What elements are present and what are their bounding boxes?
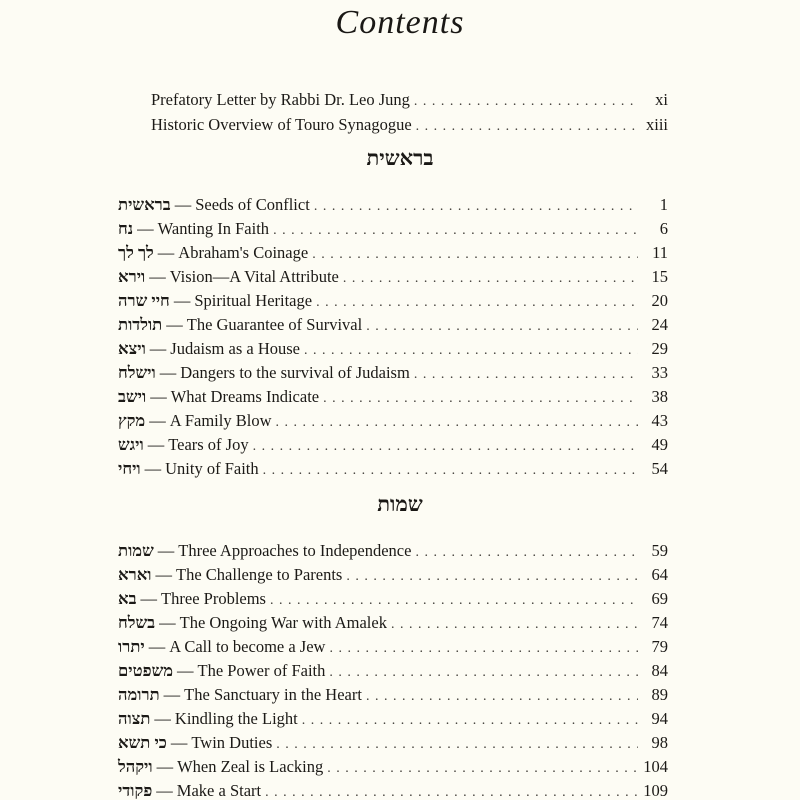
entry-title: Vision—A Vital Attribute [169, 267, 339, 286]
dot-leader [314, 196, 638, 218]
dot-leader [275, 412, 638, 434]
dot-leader [366, 316, 638, 338]
dot-leader [273, 220, 638, 242]
entry-title: The Sanctuary in the Heart [184, 685, 362, 704]
entry-hebrew: חיי שרה [118, 291, 170, 310]
entry-hebrew: פקודי [118, 781, 153, 800]
entry-hebrew: ויצא [118, 339, 146, 358]
entry-title: The Guarantee of Survival [186, 315, 363, 334]
toc-entry[interactable]: תרומה — The Sanctuary in the Heart . . . 89 [118, 684, 668, 708]
dot-leader [253, 436, 638, 458]
entry-title: Judaism as a House [170, 339, 300, 358]
entry-hebrew: תרומה [118, 685, 160, 704]
toc-entry[interactable]: ויקהל — When Zeal is Lacking . . . 104 [118, 756, 668, 780]
toc-entry[interactable]: לך לך — Abraham's Coinage . . . 11 [118, 242, 668, 266]
dot-leader [415, 542, 638, 564]
dot-leader [304, 340, 638, 362]
page-number: 24 [651, 315, 668, 334]
dot-leader [263, 460, 638, 482]
page-number: 69 [651, 589, 668, 608]
entry-hebrew: ויגש [118, 435, 144, 454]
dot-leader [323, 388, 638, 410]
entry-title: Abraham's Coinage [178, 243, 309, 262]
toc-entry[interactable]: ויחי — Unity of Faith . . . 54 [118, 458, 668, 482]
page-number: xiii [645, 115, 668, 134]
page-number: 15 [651, 267, 668, 286]
entry-hebrew: יתרו [118, 637, 145, 656]
entry-label: Historic Overview of Touro Synagogue [151, 115, 412, 134]
entry-title: Three Approaches to Independence [178, 541, 412, 560]
section-bereshit-list [118, 194, 668, 482]
page-number: 38 [651, 387, 668, 406]
entry-title: The Ongoing War with Amalek [179, 613, 387, 632]
entry-title: Kindling the Light [174, 709, 298, 728]
toc-entry[interactable]: בא — Three Problems . . . 69 [118, 588, 668, 612]
page-number: 20 [651, 291, 668, 310]
entry-title: Wanting In Faith [157, 219, 270, 238]
entry-hebrew: תצוה [118, 709, 151, 728]
toc-entry[interactable]: בשלח — The Ongoing War with Amalek . . . 74 [118, 612, 668, 636]
page-number: xi [655, 90, 668, 109]
dot-leader [366, 686, 638, 708]
toc-entry[interactable]: וישלח — Dangers to the survival of Judaism . . . 33 [118, 362, 668, 386]
dot-leader [391, 614, 638, 636]
toc-entry[interactable]: תצוה — Kindling the Light . . . 94 [118, 708, 668, 732]
page-number: 79 [651, 637, 668, 656]
entry-hebrew: תולדות [118, 315, 163, 334]
toc-entry[interactable]: נח — Wanting In Faith . . . 6 [118, 218, 668, 242]
toc-entry[interactable]: חיי שרה — Spiritual Heritage . . . 20 [118, 290, 668, 314]
page-number: 98 [651, 733, 668, 752]
dot-leader [270, 590, 638, 612]
page-number: 64 [651, 565, 668, 584]
entry-title: Unity of Faith [165, 459, 259, 478]
entry-hebrew: מקץ [118, 411, 146, 430]
page-number: 94 [651, 709, 668, 728]
entry-title: Twin Duties [191, 733, 273, 752]
dot-leader [416, 115, 638, 138]
entry-hebrew: וישלח [118, 363, 156, 382]
entry-title: Make a Start [176, 781, 262, 800]
entry-title: What Dreams Indicate [170, 387, 320, 406]
toc-entry[interactable]: וירא — Vision—A Vital Attribute . . . 15 [118, 266, 668, 290]
entry-hebrew: בא [118, 589, 137, 608]
toc-entry[interactable]: תולדות — The Guarantee of Survival . . . 24 [118, 314, 668, 338]
toc-entry[interactable]: ויגש — Tears of Joy . . . 49 [118, 434, 668, 458]
page-number: 6 [659, 219, 668, 238]
page-number: 54 [651, 459, 668, 478]
dot-leader [327, 758, 638, 780]
toc-entry[interactable]: פקודי — Make a Start . . . 109 [118, 780, 668, 800]
page-number: 43 [651, 411, 668, 430]
toc-entry[interactable]: בראשית — Seeds of Conflict . . . 1 [118, 194, 668, 218]
entry-hebrew: ויחי [118, 459, 141, 478]
section-shemot-list [118, 540, 668, 800]
page-number: 11 [652, 243, 668, 262]
entry-label: Prefatory Letter by Rabbi Dr. Leo Jung [151, 90, 410, 109]
page-number: 59 [651, 541, 668, 560]
toc-entry[interactable]: שמות — Three Approaches to Independence . . . 59 [118, 540, 668, 564]
entry-title: A Family Blow [169, 411, 272, 430]
dot-leader [414, 90, 638, 113]
page-number: 89 [651, 685, 668, 704]
entry-hebrew: לך לך [118, 243, 154, 262]
entry-hebrew: משפטים [118, 661, 174, 680]
entry-title: The Challenge to Parents [176, 565, 343, 584]
dot-leader [329, 638, 638, 660]
front-matter-entry[interactable] [151, 88, 668, 113]
toc-entry[interactable]: ויצא — Judaism as a House . . . 29 [118, 338, 668, 362]
page-number: 1 [659, 195, 668, 214]
dot-leader [414, 364, 638, 386]
dot-leader [316, 292, 638, 314]
dot-leader [343, 268, 638, 290]
page-number: 49 [651, 435, 668, 454]
toc-entry[interactable]: כי תשא — Twin Duties . . . 98 [118, 732, 668, 756]
dot-leader [265, 782, 638, 800]
page-number: 29 [651, 339, 668, 358]
entry-title: Dangers to the survival of Judaism [180, 363, 410, 382]
entry-hebrew: וארא [118, 565, 152, 584]
entry-hebrew: בראשית [118, 195, 171, 214]
page-number: 74 [651, 613, 668, 632]
section-heading-bereshit: בראשית [366, 146, 434, 170]
entry-title: A Call to become a Jew [169, 637, 326, 656]
toc-entry[interactable]: יתרו — A Call to become a Jew . . . 79 [118, 636, 668, 660]
entry-title: Spiritual Heritage [194, 291, 313, 310]
entry-title: When Zeal is Lacking [177, 757, 324, 776]
dot-leader [276, 734, 638, 756]
front-matter-list [151, 88, 668, 138]
dot-leader [302, 710, 638, 732]
dot-leader [329, 662, 638, 684]
toc-entry[interactable]: משפטים — The Power of Faith . . . 84 [118, 660, 668, 684]
page-number: 104 [643, 757, 668, 776]
toc-entry[interactable]: וארא — The Challenge to Parents . . . 64 [118, 564, 668, 588]
entry-hebrew: נח [118, 219, 134, 238]
entry-title: The Power of Faith [197, 661, 326, 680]
front-matter-entry[interactable] [151, 113, 668, 138]
page-title: Contents [335, 4, 465, 41]
page-number: 33 [651, 363, 668, 382]
entry-hebrew: ויקהל [118, 757, 153, 776]
page-number: 84 [651, 661, 668, 680]
entry-title: Seeds of Conflict [195, 195, 310, 214]
toc-entry[interactable]: מקץ — A Family Blow . . . 43 [118, 410, 668, 434]
entry-title: Three Problems [161, 589, 266, 608]
entry-hebrew: וירא [118, 267, 146, 286]
toc-entry[interactable]: וישב — What Dreams Indicate . . . 38 [118, 386, 668, 410]
entry-hebrew: בשלח [118, 613, 156, 632]
section-heading-shemot: שמות [377, 492, 423, 516]
dot-leader [312, 244, 638, 266]
dot-leader [346, 566, 638, 588]
entry-hebrew: שמות [118, 541, 154, 560]
entry-hebrew: כי תשא [118, 733, 167, 752]
entry-hebrew: וישב [118, 387, 147, 406]
page-number: 109 [643, 781, 668, 800]
entry-title: Tears of Joy [168, 435, 249, 454]
